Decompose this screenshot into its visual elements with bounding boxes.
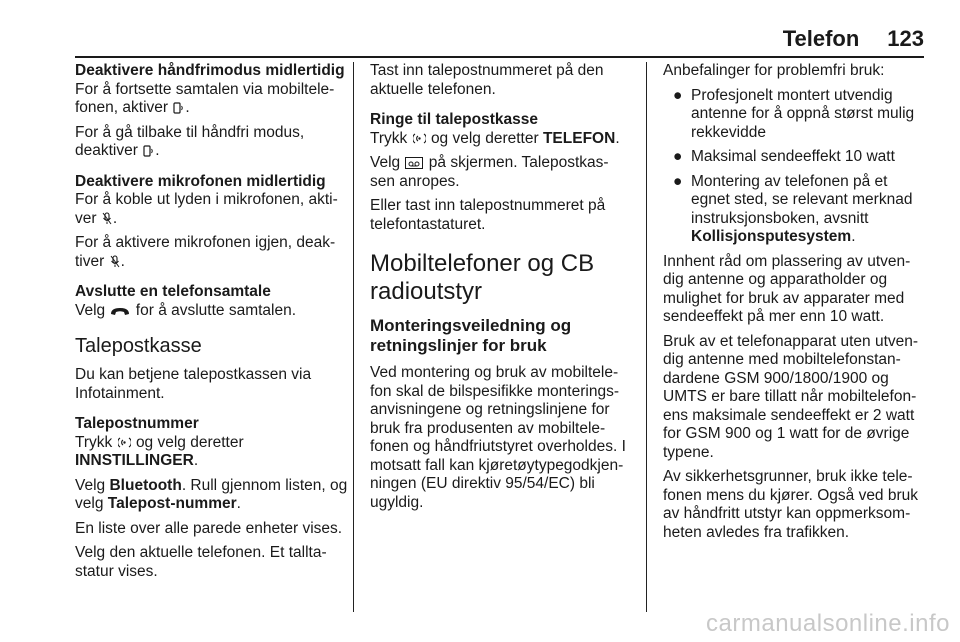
- voicemail-icon: [405, 157, 423, 169]
- paragraph: Velg på skjermen. Talepostkas-sen anropes.: [370, 154, 609, 190]
- paragraph: Trykk og velg deretter TELEFON.: [370, 129, 620, 147]
- subheading: Deaktivere håndfrimodus midlertidig: [75, 62, 345, 79]
- paragraph: Anbefalinger for problemfri bruk:: [663, 62, 885, 79]
- paragraph: For å koble ut lyden i mikrofonen, akti-ver .: [75, 191, 338, 227]
- handset-transfer-icon: [173, 102, 184, 114]
- subheading: Ringe til talepostkasse: [370, 111, 538, 128]
- paragraph: Velg for å avslutte samtalen.: [75, 301, 297, 319]
- paragraph: Bruk av et telefonapparat uten utven-dig antenne med mobiltelefonstan-dardene GSM 900/1800/1900 og UMTS er bare tillatt når mobiltelefon-ens maksimale sendeeffekt er 2 watt for GSM 900 og 1 watt for de øvrige typene.: [663, 332, 919, 461]
- section-heading: Talepostkasse: [75, 335, 202, 357]
- paragraph: Velg den aktuelle telefonen. Et tallta-statur vises.: [75, 544, 327, 580]
- column-divider: [646, 62, 647, 612]
- microphone-mute-icon: [110, 255, 120, 268]
- page-number: 123: [887, 26, 924, 51]
- column-divider: [353, 62, 354, 612]
- column-right: [663, 62, 925, 548]
- paragraph: Tast inn talepostnummeret på den aktuelle telefonen.: [370, 62, 604, 98]
- settings-icon: [413, 132, 426, 145]
- paragraph: Du kan betjene talepostkassen via Infotainment.: [75, 366, 312, 402]
- settings-icon: [118, 436, 131, 449]
- column-left: [75, 62, 353, 587]
- bullet-icon: ●: [673, 148, 683, 165]
- list-item: ● Maksimal sendeeffekt 10 watt: [673, 148, 895, 165]
- watermark: carmanualsonline.info: [706, 610, 950, 637]
- end-call-icon: [110, 306, 130, 317]
- paragraph: For å gå tilbake til håndfri modus, deaktiver .: [75, 123, 305, 159]
- list-item: ● Montering av telefonen på et egnet sted, se relevant merknad instruksjonsboken, avsnitt Kollisjonsputesystem.: [673, 172, 913, 245]
- paragraph: Eller tast inn talepostnummeret på telefontastaturet.: [370, 197, 606, 233]
- paragraph: Av sikkerhetsgrunner, bruk ikke tele-fonen mens du kjører. Også ved bruk av håndfritt utstyr kan oppmerksom-heten avledes fra trafikken.: [663, 468, 919, 541]
- subheading: Avslutte en telefonsamtale: [75, 283, 271, 300]
- header-rule: [75, 56, 924, 58]
- handset-transfer-icon: [143, 145, 154, 157]
- subheading: Deaktivere mikrofonen midlertidig: [75, 172, 326, 190]
- paragraph: Trykk og velg deretter INNSTILLINGER.: [75, 433, 244, 469]
- paragraph: For å fortsette samtalen via mobiltele-fonen, aktiver .: [75, 80, 335, 116]
- subheading: Talepostnummer: [75, 415, 199, 432]
- chapter-heading: Mobiltelefoner og CB radioutstyr: [370, 250, 595, 305]
- paragraph: For å aktivere mikrofonen igjen, deak-tiver .: [75, 234, 336, 270]
- paragraph: En liste over alle parede enheter vises.: [75, 519, 343, 537]
- section-title: Telefon: [782, 26, 860, 51]
- section-heading: Monteringsveiledning og retningslinjer for bruk: [370, 316, 572, 355]
- bullet-list: [663, 87, 925, 247]
- paragraph: Velg Bluetooth. Rull gjennom listen, og velg Talepost-nummer.: [75, 476, 348, 512]
- page-header: [783, 26, 924, 54]
- column-middle: [370, 62, 632, 518]
- bullet-icon: ●: [673, 172, 683, 190]
- bullet-icon: ●: [673, 86, 683, 104]
- list-item: ● Profesjonelt montert utvendig antenne for å oppnå størst mulig rekkevidde: [673, 86, 915, 141]
- paragraph: Innhent råd om plassering av utven-dig antenne og apparatholder og mulighet for bruk av apparater med sendeeffekt på mer enn 10 watt.: [663, 252, 911, 325]
- paragraph: Ved montering og bruk av mobiltele-fon skal de bilspesifikke monterings-anvisningene og retningslinjene for bruk fra produsenten av mobiltele-fonen og håndfriutstyret overholdes. I motsatt fall kan kjøretøytypegodkjen-ningen (EU direktiv 95/54/EC) bli ugyldig.: [370, 364, 626, 511]
- microphone-mute-icon: [102, 212, 112, 225]
